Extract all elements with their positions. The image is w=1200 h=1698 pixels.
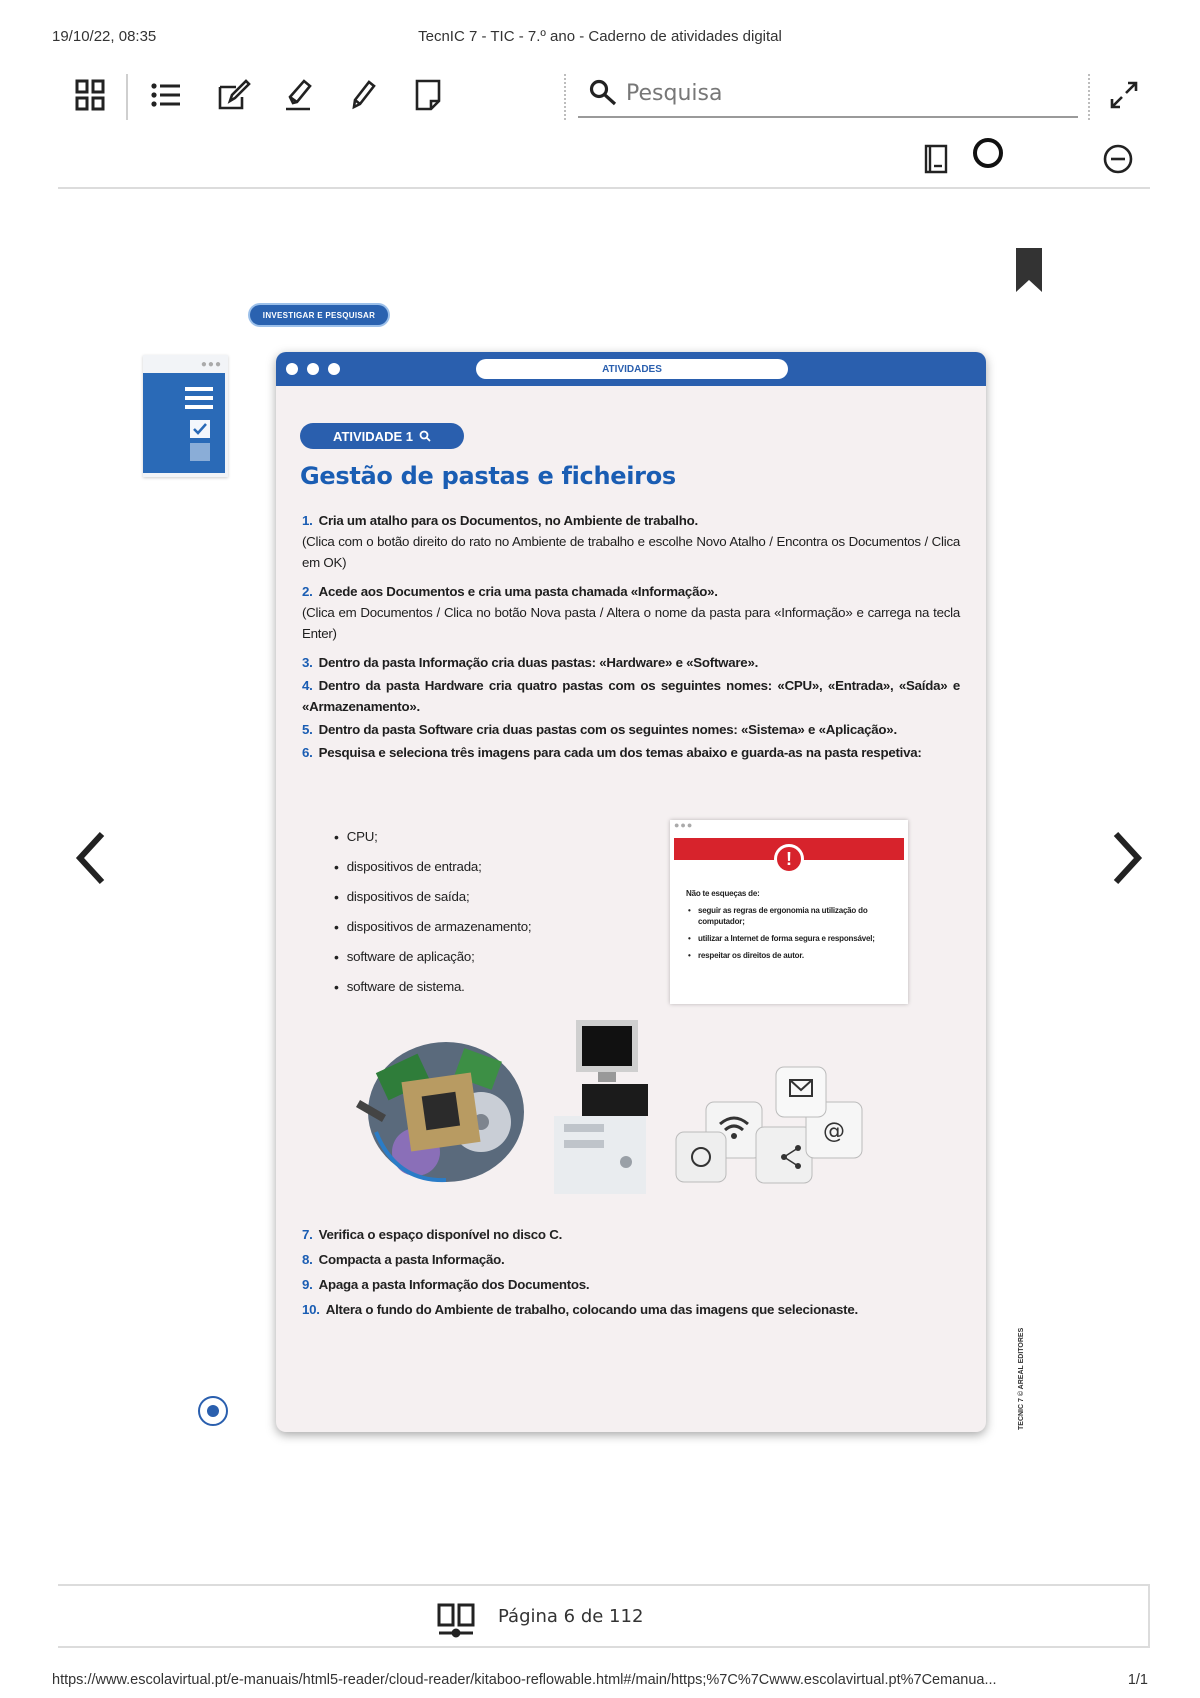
- step-item: [302, 1299, 960, 1321]
- toc-button[interactable]: [140, 68, 192, 122]
- page-audio-button[interactable]: [198, 1396, 228, 1426]
- warning-box: [670, 820, 908, 1004]
- warning-title: Não te esqueças de:: [686, 889, 760, 898]
- search-input[interactable]: [626, 81, 1046, 106]
- menu-icon: [185, 385, 213, 411]
- warning-content: [686, 888, 896, 967]
- book-icon: [918, 141, 954, 177]
- next-page-arrow-icon[interactable]: [1100, 828, 1150, 888]
- note-icon: [410, 77, 446, 113]
- page-indicator: Página 6 de 112: [498, 1606, 644, 1627]
- window-dots-icon: ●●●: [674, 820, 694, 830]
- step-number: 2.: [302, 584, 313, 599]
- warning-item: • seguir as regras de ergonomia na utilização do computador;: [686, 905, 896, 927]
- step-text: Acede aos Documentos e cria uma pasta chamada «Informação».: [318, 584, 718, 599]
- print-title: TecnIC 7 - TIC - 7.º ano - Caderno de atividades digital: [418, 28, 782, 45]
- activity-label-text: ATIVIDADE 1: [333, 428, 413, 444]
- step-text: Dentro da pasta Software cria duas pastas com os seguintes nomes: «Sistema» e «Aplicação».: [318, 722, 897, 737]
- step-number: 7.: [302, 1227, 313, 1242]
- expand-icon: [1106, 77, 1142, 113]
- exclamation-icon: !: [774, 844, 804, 874]
- print-page-number: 1/1: [1127, 1672, 1148, 1688]
- highlighter-button[interactable]: [272, 68, 324, 122]
- sticky-note-button[interactable]: [402, 68, 454, 122]
- step-text: Verifica o espaço disponível no disco C.: [318, 1227, 563, 1242]
- activity-page: [276, 352, 986, 1432]
- edit-note-icon: [216, 77, 252, 113]
- sidebar-widget[interactable]: [143, 355, 228, 477]
- illustrations: [346, 1012, 906, 1197]
- activity-label: [300, 423, 464, 449]
- card-top-label: ATIVIDADES: [476, 359, 788, 379]
- widget-panel: [143, 373, 225, 473]
- warning-item: • utilizar a Internet de forma segura e responsável;: [686, 933, 896, 944]
- list-icon: [148, 77, 184, 113]
- print-url: https://www.escolavirtual.pt/e-manuais/html5-reader/cloud-reader/kitaboo-reflowable.html#/main/https;%7C%7Cwww.escolavirtual.pt%7Cemanua...: [52, 1672, 997, 1688]
- step-item: [302, 1249, 960, 1271]
- window-dot: [328, 363, 340, 375]
- step-number: 4.: [302, 678, 313, 693]
- hardware-pile-image: [356, 1042, 524, 1182]
- step-item: [302, 742, 960, 763]
- internet-dice-image: [676, 1067, 862, 1183]
- toolbar-separator: [1088, 74, 1090, 120]
- window-dot: [307, 363, 319, 375]
- computer-image: [554, 1020, 648, 1194]
- pencil-button[interactable]: [336, 68, 388, 122]
- zoom-out-icon: [1100, 141, 1136, 177]
- circle-icon: [970, 135, 1006, 171]
- bookmark-icon[interactable]: [1016, 248, 1042, 292]
- card-header-bar: [276, 352, 986, 386]
- credit-label: TECNIC 7 © AREAL EDITORES: [1018, 1327, 1025, 1430]
- list-item: • dispositivos de armazenamento;: [334, 912, 634, 942]
- list-item: • CPU;: [334, 822, 634, 852]
- step-item: [302, 581, 960, 644]
- step-text: Compacta a pasta Informação.: [318, 1252, 505, 1267]
- thumbnails-button[interactable]: [64, 68, 116, 122]
- list-item: • dispositivos de entrada;: [334, 852, 634, 882]
- annotate-button[interactable]: [208, 68, 260, 122]
- step-number: 9.: [302, 1277, 313, 1292]
- circle-button[interactable]: [962, 126, 1014, 180]
- step-note: (Clica com o botão direito do rato no Ambiente de trabalho e escolhe Novo Atalho / Encontra os Documentos / Clica em OK): [302, 534, 960, 570]
- print-header: [52, 28, 1148, 48]
- topics-list: [334, 822, 634, 1002]
- reader-toolbar: [58, 68, 1150, 128]
- step-item: [302, 652, 960, 673]
- step-text: Dentro da pasta Hardware cria quatro pastas com os seguintes nomes: «CPU», «Entrada», «Saída» e «Armazenamento».: [302, 678, 960, 714]
- step-text: Apaga a pasta Informação dos Documentos.: [318, 1277, 590, 1292]
- widget-dots-icon: ●●●: [200, 359, 222, 370]
- highlighter-icon: [280, 77, 316, 113]
- print-datetime: 19/10/22, 08:35: [52, 28, 157, 45]
- step-item: [302, 719, 960, 740]
- credit-text: [1018, 1327, 1034, 1436]
- step-text: Altera o fundo do Ambiente de trabalho, colocando uma das imagens que selecionaste.: [325, 1302, 858, 1317]
- step-number: 3.: [302, 655, 313, 670]
- previous-page-arrow-icon[interactable]: [68, 828, 118, 888]
- thumbnails-icon: [72, 77, 108, 113]
- toolbar-divider: [58, 187, 1150, 189]
- step-number: 10.: [302, 1302, 320, 1317]
- step-note: (Clica em Documentos / Clica no botão Nova pasta / Altera o nome da pasta para «Informação» e carrega na tecla Enter): [302, 605, 960, 641]
- double-page-icon[interactable]: [436, 1602, 476, 1638]
- svg-text:@: @: [823, 1119, 845, 1144]
- list-item: • software de sistema.: [334, 972, 634, 1002]
- step-text: Dentro da pasta Informação cria duas pastas: «Hardware» e «Software».: [318, 655, 759, 670]
- steps-list-2: [302, 1224, 960, 1324]
- page-footer-bar: [58, 1584, 1150, 1648]
- toolbar-separator: [564, 74, 566, 120]
- fullscreen-button[interactable]: [1098, 68, 1150, 122]
- warning-item: • respeitar os direitos de autor.: [686, 950, 896, 961]
- search-box[interactable]: [578, 70, 1078, 118]
- steps-list: [302, 508, 960, 763]
- step-item: [302, 510, 960, 573]
- activity-title: Gestão de pastas e ficheiros: [300, 462, 676, 490]
- step-item: [302, 675, 960, 717]
- search-icon: [588, 78, 618, 108]
- step-text: Pesquisa e seleciona três imagens para cada um dos temas abaixo e guarda-as na pasta respetiva:: [318, 745, 922, 760]
- book-view-button[interactable]: [910, 132, 962, 186]
- checklist-icon: [189, 419, 211, 463]
- step-item: [302, 1274, 960, 1296]
- zoom-out-button[interactable]: [1092, 132, 1144, 186]
- magnifier-icon: [419, 430, 431, 442]
- section-label: INVESTIGAR E PESQUISAR: [250, 305, 388, 325]
- toolbar-separator: [126, 74, 128, 120]
- step-text: Cria um atalho para os Documentos, no Ambiente de trabalho.: [318, 513, 698, 528]
- step-number: 8.: [302, 1252, 313, 1267]
- step-number: 6.: [302, 745, 313, 760]
- step-item: [302, 1224, 960, 1246]
- step-number: 5.: [302, 722, 313, 737]
- window-dot: [286, 363, 298, 375]
- step-number: 1.: [302, 513, 313, 528]
- print-footer: [52, 1672, 1148, 1692]
- pencil-icon: [344, 77, 380, 113]
- radio-dot-icon: [207, 1405, 219, 1417]
- secondary-toolbar: [0, 132, 1200, 182]
- list-item: • software de aplicação;: [334, 942, 634, 972]
- list-item: • dispositivos de saída;: [334, 882, 634, 912]
